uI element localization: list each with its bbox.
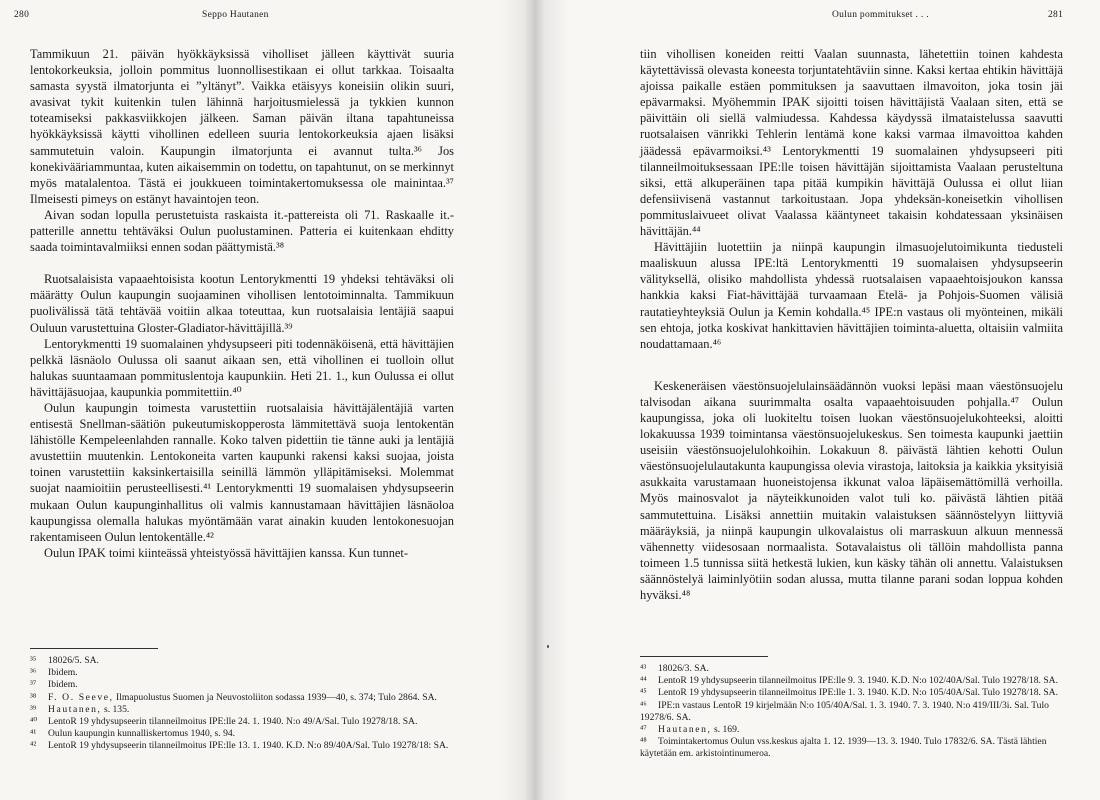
paragraph: Ruotsalaisista vapaaehtoisista kootun Lentorykmentti 19 yhdeksi tehtäväksi oli määrätty Oulun kaupungin suojaaminen vihollisen lentotoiminnalta. Tammikuun puolivälissä tätä tehtävää voitiin alkaa toteuttaa, kun ruotsalaisia lentäjiä saapui Ouluun varustettuina Gloster-Gladiator-hävittäjillä.³⁹ <box>30 272 454 335</box>
footnote <box>30 679 454 691</box>
paragraph: Keskeneräisen väestönsuojelulainsäädännön vuoksi lepäsi maan väestönsuojelu talvisodan aikana suurimmalta osalta vapaaehtoisuuden pohjalla.⁴⁷ Oulun kaupungissa, joka oli luokiteltu toisen luokan väestönsuojelukohteeksi, aloitti lokakuussa 1939 toimintansa väestönsuojelukeskus. Sen toimesta kaupunki jaettiin useisiin väestönsuojelulohkoihin. Lokakuun 8. päivästä lähtien kehotti Oulun väestönsuojelulautakunta kaupungissa olevia virastoja, laitoksia ja kaikkia yksityisiä asukkaita varustamaan huoneistojensa ikkunat valoa läpäisemättömillä verhoilla. Myös mainosvalot ja näyteikkunoiden valot tuli ko. päivästä lähtien pitää sammutettuina. Lisäksi annettiin muitakin valaistuksen säännöstelyyn liittyviä määräyksiä, ja niinpä kaupungin ulkovalaistus oli marraskuun alkuun mennessä vähennetty viidesosaan normaalista. Sotavalaistus oli tällöin mahdollista panna toimeen 1.5 tunnissa siitä hetkestä lukien, kun käsky tähän oli annettu. Valaistuksen säännöstelyä laiminlyötiin sodan alussa, mutta tilanne parani sodan loppua kohden hyväksi.⁴⁸ <box>640 378 1063 602</box>
footnote-number: ³⁷ <box>30 679 37 691</box>
footnote-text: Toimintakertomus Oulun vss.keskus ajalta 1. 12. 1939—13. 3. 1940. Tulo 17832/6. SA. Tästä lähtien käytetään em. arkistointinumeroa. <box>640 736 1047 760</box>
footnote <box>640 736 1063 760</box>
footnote-number: ⁴³ <box>640 663 647 674</box>
footnote-text: IPE:n vastaus LentoR 19 kirjelmään N:o 105/40A/Sal. 1. 3. 1940. 7. 3. 1940. N:o 419/III/3i. Sal. Tulo 19278/6. SA. <box>640 699 1049 723</box>
left-body-text <box>30 46 454 561</box>
footnote-text: 18026/3. SA. <box>658 663 709 674</box>
footnote <box>30 704 454 716</box>
right-page <box>530 0 1100 800</box>
left-page-number: 280 <box>14 10 30 20</box>
paragraph: Oulun kaupungin toimesta varustettiin ruotsalaisia hävittäjälentäjiä varten entisestä Snellman-säätiön pukeutumiskopperosta lämmitettävä suoja lentokentän lähistölle Kempeleenlahden rannalle. Koko talven pidettiin tie tänne auki ja lentäjiä avustettiin muutenkin. Lentokoneita varten kaupunki rakensi kaksi suojaa, joista toinen varustettiin kaksinkertaisilla seinillä lämmön ylläpitämiseksi. Molemmat suojat naamioitiin perusteellisesti.⁴¹ Lentorykmentti 19 suomalaisen yhdysupseerin mukaan Oulun kaupunginhallitus oli valmis kannustamaan hävittäjien läsnäoloa kaupungissa olemalla halukas myöntämään varat ainakin kuuden lentokonesuojan rakentamiseen Oulun lentokentälle.⁴² <box>30 400 454 544</box>
footnote-text: Ibidem. <box>48 679 78 691</box>
paragraph: Aivan sodan lopulla perustetuista raskaista it.-pattereista oli 71. Raskaalle it.-patterille annettu tehtäväksi Oulun puolustaminen. Patteria ei kuitenkaan ehditty saada toimintavalmiiksi ennen sodan päättymistä.³⁸ <box>30 207 454 255</box>
footnote-number: ³⁶ <box>30 667 37 679</box>
paragraph: Tammikuun 21. päivän hyökkäyksissä viholliset jälleen käyttivät suuria lentokorkeuksia, jolloin pommitus luonnollisestikaan ei ollut tarkkaa. Toisaalta samasta syystä ilmatorjunta ei ”yltänyt”. Vaikka etäisyys koneisiin olikin suuri, avasivat tykit kuitenkin tulen lähinnä harjoitusmielessä ja tykkien kunnon toteamiseksi pakkasviikkojen jälkeen. Saman päivän iltana tapahtuneissa hyökkäyksissä käytti vihollinen edelleen suuria lentokorkeuksia ajaen lisäksi sammutetuin valoin. Kaupungin ilmatorjunta ei avannut tulta.³⁶ Jos konekivääriammuntaa, kuten aikaisemmin on todettu, on tapahtunut, on se merkinnyt myös matalalentoa. Tästä ei joukkueen toimintakertomuksessa ole mainintaa.³⁷ Ilmeisesti pimeys on estänyt havaintojen teon. <box>30 47 454 206</box>
footnote <box>30 728 454 740</box>
footnote-number: ⁴⁶ <box>640 699 647 711</box>
footnote <box>30 655 454 667</box>
footnote-text: 18026/5. SA. <box>48 655 99 666</box>
paragraph: Hävittäjiin luotettiin ja niinpä kaupungin ilmasuojelutoimikunta tiedusteli maaliskuun alussa IPE:ltä Lentorykmentti 19 suomalaisen yhdysupseerin välityksellä, olisiko mahdollista yhdessä ruotsalaisen vapaaehtoisjoukon kanssa hankkia kaksi Fiat-hävittäjää turvaamaan Etelä- ja Pohjois-Suomen välisiä rautatieyhteyksiä Oulun ja Kemin kohdalla.⁴⁵ IPE:n vastaus oli myönteinen, mikäli sen ehtoja, jotka koskivat hankittavien hävittäjien toiminta-aluetta, oltaisiin valmiita noudattamaan.⁴⁶ <box>640 240 1063 351</box>
footnote-author: Hautanen, <box>48 703 102 715</box>
right-body-text <box>640 46 1063 603</box>
footnote-number: ³⁹ <box>30 703 37 715</box>
paper-speck <box>547 645 549 648</box>
footnote-text: LentoR 19 yhdysupseerin tilanneilmoitus IPE:lle 1. 3. 1940. K.D. N:o 105/40A/Sal. Tulo 19278/18. SA. <box>658 687 1059 699</box>
footnote-text: Oulun kaupungin kunnalliskertomus 1940, s. 94. <box>48 728 236 740</box>
footnote <box>30 740 454 752</box>
paragraph: Oulun IPAK toimi kiinteässä yhteistyössä hävittäjien kanssa. Kun tunnet- <box>44 545 408 560</box>
right-running-head: Oulun pommitukset . . . <box>832 10 929 20</box>
footnote-number: ⁴⁸ <box>640 736 647 748</box>
footnote-number: ⁴⁵ <box>640 687 647 699</box>
footnote-rule <box>640 656 768 657</box>
footnote-author: Hautanen, <box>658 724 712 736</box>
footnote <box>640 675 1063 687</box>
footnote-text: Ibidem. <box>48 667 78 679</box>
footnote-rule <box>30 648 158 649</box>
footnote <box>640 663 1063 675</box>
footnote-text: LentoR 19 yhdysupseerin tilanneilmoitus IPE:lle 13. 1. 1940. K.D. N:o 89/40A/Sal. Tulo 19278/18: SA. <box>48 740 449 752</box>
footnote <box>30 667 454 679</box>
left-page <box>0 0 530 800</box>
footnote-text: Ilmapuolustus Suomen ja Neuvostoliiton sodassa 1939—40, s. 374; Tulo 2864. SA. <box>116 691 437 703</box>
footnote <box>640 724 1063 736</box>
footnote-number: ⁴⁷ <box>640 724 647 736</box>
footnote-author: F. O. Seeve, <box>48 691 114 703</box>
left-running-head: Seppo Hautanen <box>202 10 269 20</box>
right-page-number: 281 <box>1048 10 1064 20</box>
footnote-number: ⁴¹ <box>30 728 37 740</box>
footnote-text: LentoR 19 yhdysupseerin tilanneilmoitus IPE:lle 24. 1. 1940. N:o 49/A/Sal. Tulo 19278/18. SA. <box>48 716 418 728</box>
paragraph: tiin vihollisen koneiden reitti Vaalan suunnasta, lähetettiin toinen kahdesta käytettävissä olevasta koneesta torjuntatehtäviin sinne. Kaksi kertaa ehtikin hävittäjä ajoissa paikalle estäen pommituksen ja saavuttaen ilmavoiton, joka tosin jäi epävarmaksi. Myöhemmin IPAK sijoitti toisen hävittäjistä Vaalaan siten, että se päivittäin oli siellä valmiudessa. Kahdessa käydyssä ilmataistelussa saavutti ruotsalaisen vänrikki Tehlerin lentämä kone kaksi varmaa ilmavoittoa kahden jäädessä epävarmoiksi.⁴³ Lentorykmentti 19 suomalainen yhdysupseeri piti tilanneilmoituksessaan IPE:lle toisen hävittäjän sijoittamista Vaalaan perusteltuna siksi, että alkuperäinen tapa pitää kumpikin hävittäjä Oulussa ei ollut liian defensiivisenä vastannut tarkoitustaan. Jopa yhdeksän-koneisetkin vihollisen pommituslaivueet olivat Vaalassa kääntyneet takaisin kohdatessaan yksinäisen hävittäjän.⁴⁴ <box>640 47 1063 239</box>
footnote <box>640 700 1063 724</box>
footnote-text: LentoR 19 yhdysupseerin tilanneilmoitus IPE:lle 9. 3. 1940. K.D. N:o 102/40A/Sal. Tulo 19278/18. SA. <box>658 675 1059 687</box>
left-footnotes <box>30 648 454 753</box>
footnote-text: s. 135. <box>103 703 130 715</box>
footnote-number: ³⁸ <box>30 691 37 703</box>
footnote-number: ⁴² <box>30 740 37 752</box>
footnote <box>30 716 454 728</box>
paragraph: Lentorykmentti 19 suomalainen yhdysupseeri piti todennäköisenä, että hävittäjien pelkkä läsnäolo Oulussa oli saanut aikaan sen, että vihollinen ei tuolloin ollut halukas suuntaamaan pommituslentoja kaupunkiin. Heti 21. 1., kun Oulussa ei ollut hävittäjäsuojaa, kaupunkia pommitettiin.⁴⁰ <box>30 336 454 399</box>
footnote <box>640 687 1063 699</box>
footnote-number: ⁴⁴ <box>640 675 647 687</box>
footnote-text: s. 169. <box>713 724 740 736</box>
footnote <box>30 692 454 704</box>
footnote-number: ³⁵ <box>30 655 37 666</box>
footnote-number: ⁴⁰ <box>30 716 38 728</box>
right-footnotes <box>640 656 1063 761</box>
